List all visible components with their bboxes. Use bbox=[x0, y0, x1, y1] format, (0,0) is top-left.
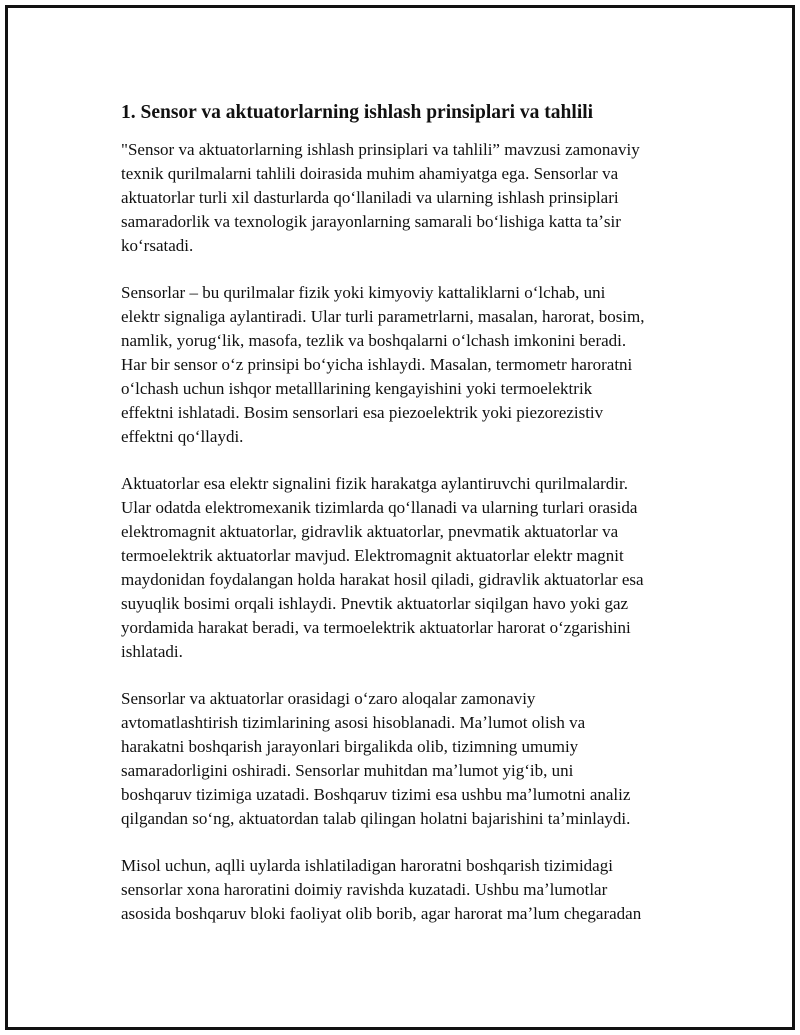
paragraph-line: suyuqlik bosimi orqali ishlaydi. Pnevtik aktuatorlar siqilgan havo yoki gaz bbox=[121, 594, 629, 613]
paragraph bbox=[121, 687, 691, 831]
paragraph-line: termoelektrik aktuatorlar mavjud. Elektromagnit aktuatorlar elektr magnit bbox=[121, 546, 624, 565]
paragraph-line: aktuatorlar turli xil dasturlarda qoʻllaniladi va ularning ishlash prinsiplari bbox=[121, 188, 619, 207]
paragraph-line: ishlatadi. bbox=[121, 642, 183, 661]
paragraph-line: koʻrsatadi. bbox=[121, 236, 194, 255]
paragraph-line: harakatni boshqarish jarayonlari birgalikda olib, tizimning umumiy bbox=[121, 737, 579, 756]
paragraph-line: Har bir sensor oʻz prinsipi boʻyicha ishlaydi. Masalan, termometr haroratni bbox=[121, 355, 633, 374]
paragraph-line: elektromagnit aktuatorlar, gidravlik aktuatorlar, pnevmatik aktuatorlar va bbox=[121, 522, 619, 541]
paragraph-line: maydonidan foydalangan holda harakat hosil qiladi, gidravlik aktuatorlar esa bbox=[121, 570, 644, 589]
paragraph-line: "Sensor va aktuatorlarning ishlash prinsiplari va tahlili” mavzusi zamonaviy bbox=[121, 140, 640, 159]
paragraph-line: qilgandan soʻng, aktuatordan talab qilingan holatni bajarishini taʼminlaydi. bbox=[121, 809, 631, 828]
paragraph-line: texnik qurilmalarni tahlili doirasida muhim ahamiyatga ega. Sensorlar va bbox=[121, 164, 619, 183]
paragraph bbox=[121, 281, 691, 449]
paragraph-line: samaradorligini oshiradi. Sensorlar muhitdan maʼlumot yigʻib, uni bbox=[121, 761, 574, 780]
paragraph-line: elektr signaliga aylantiradi. Ular turli parametrlarni, masalan, harorat, bosim, bbox=[121, 307, 645, 326]
paragraph bbox=[121, 138, 691, 258]
document-body bbox=[121, 138, 691, 926]
paragraph-line: namlik, yorugʻlik, masofa, tezlik va boshqalarni oʻlchash imkonini beradi. bbox=[121, 331, 627, 350]
paragraph-line: yordamida harakat beradi, va termoelektrik aktuatorlar harorat oʻzgarishini bbox=[121, 618, 631, 637]
paragraph bbox=[121, 854, 691, 926]
paragraph-line: Ular odatda elektromexanik tizimlarda qoʻllanadi va ularning turlari orasida bbox=[121, 498, 638, 517]
paragraph-line: asosida boshqaruv bloki faoliyat olib borib, agar harorat maʼlum chegaradan bbox=[121, 904, 642, 923]
paragraph-line: boshqaruv tizimiga uzatadi. Boshqaruv tizimi esa ushbu maʼlumotni analiz bbox=[121, 785, 631, 804]
document-title: 1. Sensor va aktuatorlarning ishlash prinsiplari va tahlili bbox=[121, 102, 594, 123]
paragraph-line: samaradorlik va texnologik jarayonlarning samarali boʻlishiga katta taʼsir bbox=[121, 212, 621, 231]
paragraph-line: effektni ishlatadi. Bosim sensorlari esa piezoelektrik yoki piezorezistiv bbox=[121, 403, 604, 422]
paragraph-line: sensorlar xona haroratini doimiy ravishda kuzatadi. Ushbu maʼlumotlar bbox=[121, 880, 608, 899]
paragraph-line: avtomatlashtirish tizimlarining asosi hisoblanadi. Maʼlumot olish va bbox=[121, 713, 586, 732]
page-frame bbox=[5, 5, 795, 1030]
paragraph-line: effektni qoʻllaydi. bbox=[121, 427, 244, 446]
paragraph-line: oʻlchash uchun ishqor metalllarining kengayishini yoki termoelektrik bbox=[121, 379, 593, 398]
paragraph-line: Sensorlar va aktuatorlar orasidagi oʻzaro aloqalar zamonaviy bbox=[121, 689, 536, 708]
paragraph-line: Sensorlar – bu qurilmalar fizik yoki kimyoviy kattaliklarni oʻlchab, uni bbox=[121, 283, 606, 302]
paragraph bbox=[121, 472, 691, 664]
paragraph-line: Misol uchun, aqlli uylarda ishlatiladigan haroratni boshqarish tizimidagi bbox=[121, 856, 613, 875]
document-content bbox=[121, 98, 691, 949]
paragraph-line: Aktuatorlar esa elektr signalini fizik harakatga aylantiruvchi qurilmalardir. bbox=[121, 474, 628, 493]
